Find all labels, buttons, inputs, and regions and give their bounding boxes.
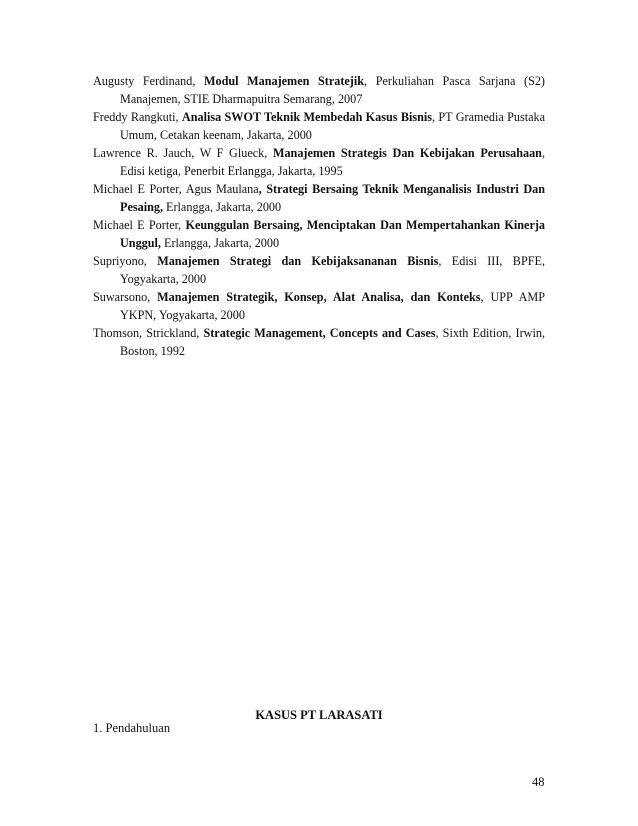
reference-title: Modul Manajemen Stratejik <box>203 74 365 88</box>
reference-title: Strategic Management, Concepts and Cases <box>203 326 436 340</box>
reference-title: Analisa SWOT Teknik Membedah Kasus Bisnis <box>181 110 433 124</box>
reference-authors: Augusty Ferdinand, <box>93 74 204 88</box>
reference-authors: Suwarsono, <box>93 290 158 304</box>
section-heading: 1. Pendahuluan <box>93 721 171 735</box>
reference-title: Keunggulan Bersaing, Menciptakan Dan Mempertahankan Kinerja Unggul, <box>120 218 546 250</box>
reference-title: , Strategi Bersaing Teknik Menganalisis Industri Dan Pesaing, <box>120 182 545 214</box>
reference-publication: Erlangga, Jakarta, 2000 <box>163 200 282 214</box>
reference-entry <box>93 252 545 288</box>
reference-publication: , Sixth Edition, Irwin, Boston, 1992 <box>120 326 545 358</box>
reference-entry <box>93 144 545 180</box>
reference-authors: Lawrence R. Jauch, W F Glueck, <box>93 146 273 160</box>
reference-entry <box>93 180 545 216</box>
reference-publication: , Perkuliahan Pasca Sarjana (S2) Manajemen, STIE Dharmapuitra Semarang, 2007 <box>120 74 545 106</box>
reference-publication: , Edisi III, BPFE, Yogyakarta, 2000 <box>120 254 545 286</box>
reference-entry <box>93 288 545 324</box>
reference-authors: Thomson, Strickland, <box>93 326 204 340</box>
reference-list <box>93 72 545 360</box>
reference-entry <box>93 72 545 108</box>
reference-publication: Erlangga, Jakarta, 2000 <box>160 236 280 250</box>
reference-publication: , Edisi ketiga, Penerbit Erlangga, Jakarta, 1995 <box>120 146 545 178</box>
reference-title: Manajemen Strategi dan Kebijaksananan Bisnis <box>157 254 439 268</box>
case-title: KASUS PT LARASATI <box>255 708 383 722</box>
reference-authors: Freddy Rangkuti, <box>93 110 182 124</box>
reference-authors: Michael E Porter, Agus Maulana <box>93 182 259 196</box>
reference-authors: Michael E Porter, <box>93 218 186 232</box>
reference-entry <box>93 216 545 252</box>
reference-publication: , PT Gramedia Pustaka Umum, Cetakan keenam, Jakarta, 2000 <box>120 110 546 142</box>
reference-publication: , UPP AMP YKPN, Yogyakarta, 2000 <box>120 290 545 322</box>
reference-title: Manajemen Strategik, Konsep, Alat Analisa, dan Konteks <box>157 290 481 304</box>
reference-authors: Supriyono, <box>93 254 158 268</box>
reference-title: Manajemen Strategis Dan Kebijakan Perusahaan <box>272 146 542 160</box>
reference-entry <box>93 108 545 144</box>
reference-entry <box>93 324 545 360</box>
page-number: 48 <box>532 775 545 789</box>
